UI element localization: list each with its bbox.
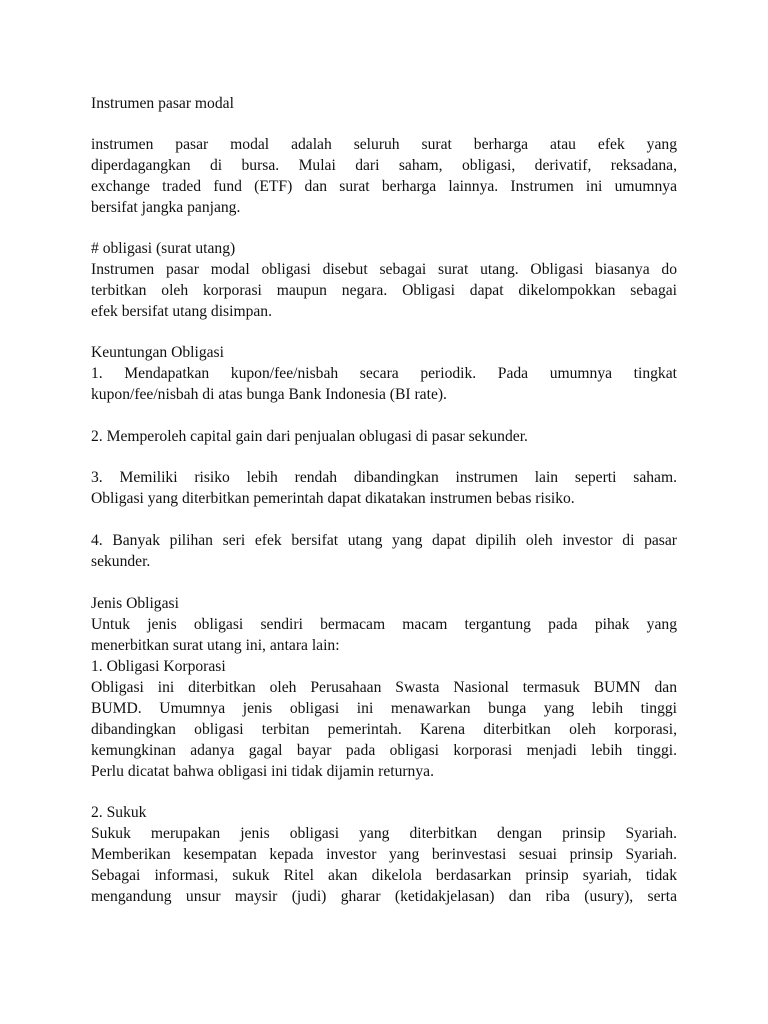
obligasi-line-1: Instrumen pasar modal obligasi disebut sebagai surat utang. Obligasi biasanya do xyxy=(91,261,677,278)
intro-line-1: instrumen pasar modal adalah seluruh surat berharga atau efek yang xyxy=(91,136,677,153)
korporasi-line-4: kemungkinan adanya gagal bayar pada obligasi korporasi menjadi lebih tinggi. xyxy=(91,742,677,759)
sukuk-line-1: Sukuk merupakan jenis obligasi yang diterbitkan dengan prinsip Syariah. xyxy=(91,825,677,842)
intro-line-2: diperdagangkan di bursa. Mulai dari saham, obligasi, derivatif, reksadana, xyxy=(91,157,677,174)
obligasi-heading: # obligasi (surat utang) xyxy=(91,240,236,257)
korporasi-line-3: dibandingkan obligasi terbitan pemerintah. Karena diterbitkan oleh korporasi, xyxy=(91,721,677,738)
intro-line-3: exchange traded fund (ETF) dan surat berharga lainnya. Instrumen ini umumnya xyxy=(91,178,677,195)
sukuk-line-2: Memberikan kesempatan kepada investor yang berinvestasi sesuai prinsip Syariah. xyxy=(91,846,677,863)
korporasi-line-2: BUMD. Umumnya jenis obligasi ini menawarkan bunga yang lebih tinggi xyxy=(91,700,677,717)
obligasi-line-2: terbitkan oleh korporasi maupun negara. Obligasi dapat dikelompokkan sebagai xyxy=(91,282,677,299)
jenis-heading: Jenis Obligasi xyxy=(91,595,179,612)
keuntungan-4-line-2: sekunder. xyxy=(91,553,151,570)
keuntungan-3-line-1: 3. Memiliki risiko lebih rendah dibandingkan instrumen lain seperti saham. xyxy=(91,469,677,486)
korporasi-heading: 1. Obligasi Korporasi xyxy=(91,658,226,675)
document-title: Instrumen pasar modal xyxy=(91,95,234,112)
sukuk-heading: 2. Sukuk xyxy=(91,804,147,821)
keuntungan-1-line-1: 1. Mendapatkan kupon/fee/nisbah secara periodik. Pada umumnya tingkat xyxy=(91,365,677,382)
keuntungan-3-line-2: Obligasi yang diterbitkan pemerintah dapat dikatakan instrumen bebas risiko. xyxy=(91,490,575,507)
obligasi-line-3: efek bersifat utang disimpan. xyxy=(91,303,273,320)
sukuk-line-4: mengandung unsur maysir (judi) gharar (ketidakjelasan) dan riba (usury), serta xyxy=(91,888,677,905)
jenis-intro-line-2: menerbitkan surat utang ini, antara lain: xyxy=(91,637,340,654)
intro-line-4: bersifat jangka panjang. xyxy=(91,199,241,216)
korporasi-line-1: Obligasi ini diterbitkan oleh Perusahaan Swasta Nasional termasuk BUMN dan xyxy=(91,679,677,696)
jenis-intro-line-1: Untuk jenis obligasi sendiri bermacam macam tergantung pada pihak yang xyxy=(91,616,677,633)
keuntungan-1-line-2: kupon/fee/nisbah di atas bunga Bank Indonesia (BI rate). xyxy=(91,386,447,403)
korporasi-line-5: Perlu dicatat bahwa obligasi ini tidak dijamin returnya. xyxy=(91,763,434,780)
keuntungan-4-line-1: 4. Banyak pilihan seri efek bersifat utang yang dapat dipilih oleh investor di pasar xyxy=(91,532,677,549)
keuntungan-2: 2. Memperoleh capital gain dari penjualan oblugasi di pasar sekunder. xyxy=(91,428,528,445)
sukuk-line-3: Sebagai informasi, sukuk Ritel akan dikelola berdasarkan prinsip syariah, tidak xyxy=(91,867,677,884)
keuntungan-heading: Keuntungan Obligasi xyxy=(91,344,224,361)
